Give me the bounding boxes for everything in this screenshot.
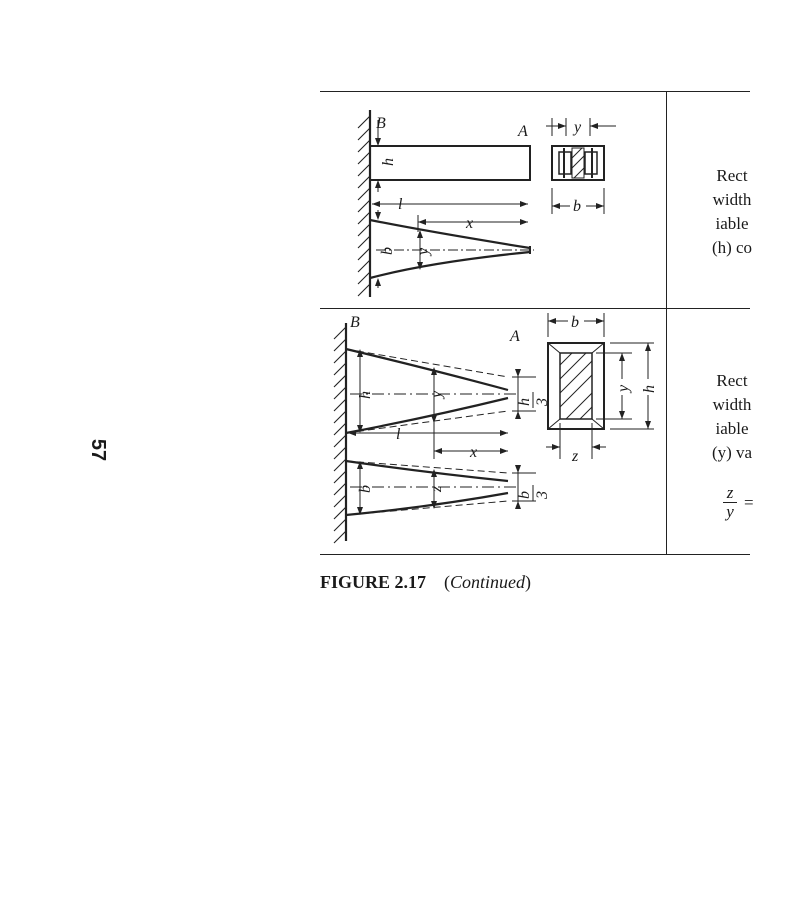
beam-figure-tapered bbox=[320, 309, 666, 554]
label-b: b bbox=[357, 485, 374, 493]
label-h-over-3-num: h bbox=[516, 398, 533, 406]
beam-figure-constant-height bbox=[320, 92, 666, 308]
label-y: y bbox=[415, 247, 432, 255]
label-section-h: h bbox=[641, 385, 658, 393]
ratio-equals: = bbox=[744, 493, 754, 512]
label-section-y: y bbox=[615, 384, 632, 392]
label-section-b: b bbox=[573, 198, 581, 215]
label-l: l bbox=[396, 426, 401, 443]
ratio-fraction bbox=[723, 484, 737, 521]
label-x: x bbox=[466, 215, 474, 232]
label-l: l bbox=[398, 196, 403, 213]
caption-label: FIGURE 2.17 bbox=[320, 572, 427, 592]
ratio-denominator: y bbox=[726, 502, 734, 521]
label-b-over-3-den: 3 bbox=[534, 491, 551, 499]
label-section-z: z bbox=[572, 448, 579, 465]
page-number: 57 bbox=[87, 438, 110, 462]
label-b: b bbox=[379, 247, 396, 255]
label-h: h bbox=[380, 158, 397, 166]
label-section-b: b bbox=[571, 314, 579, 331]
label-h: h bbox=[357, 391, 374, 399]
figure-caption bbox=[320, 572, 531, 593]
label-z: z bbox=[428, 485, 445, 492]
figure-table bbox=[320, 91, 754, 555]
description-cell-2: Rect width iable (y) va bbox=[711, 371, 753, 462]
label-a-free-end: A bbox=[510, 328, 520, 345]
caption-note: (Continued) bbox=[444, 572, 532, 592]
label-a-free-end: A bbox=[518, 123, 528, 140]
table-row bbox=[320, 92, 753, 309]
label-b-over-3-num: b bbox=[516, 491, 533, 499]
description-cell-1: Rect width iable (h) co bbox=[711, 166, 753, 257]
column-divider bbox=[666, 92, 667, 554]
ratio-numerator: z bbox=[723, 484, 737, 503]
beam-diagram-2 bbox=[320, 309, 666, 554]
label-b-support: B bbox=[350, 314, 360, 331]
label-section-y: y bbox=[574, 119, 582, 136]
label-y: y bbox=[428, 390, 445, 398]
beam-diagram-1 bbox=[320, 92, 666, 308]
table-row bbox=[320, 309, 754, 554]
label-h-over-3-den: 3 bbox=[534, 398, 551, 406]
label-b-support: B bbox=[376, 115, 386, 132]
label-x: x bbox=[470, 444, 478, 461]
